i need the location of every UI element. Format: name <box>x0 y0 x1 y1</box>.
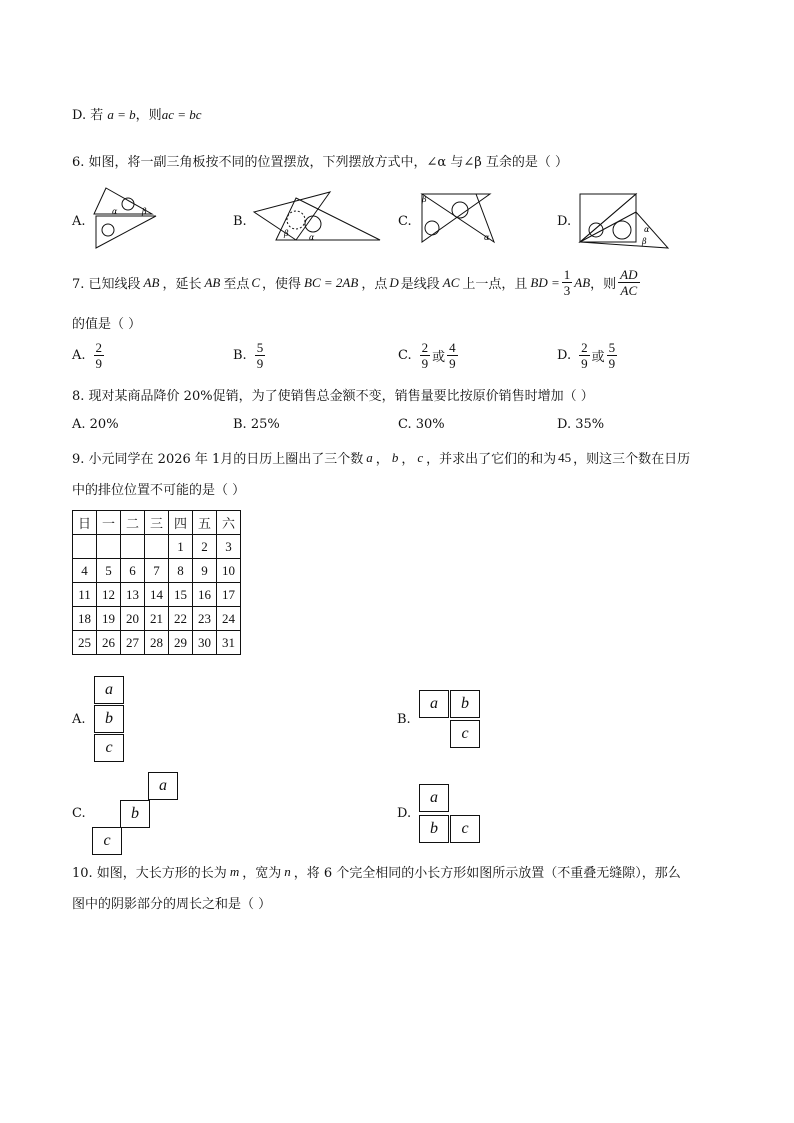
calendar-cell: 16 <box>193 583 217 607</box>
calendar-cell: 14 <box>145 583 169 607</box>
calendar-header-cell: 六 <box>217 511 241 535</box>
calendar-row <box>73 583 241 607</box>
calendar-cell: 29 <box>169 631 193 655</box>
q9-stem: 9. 小元同学在 2026 年 1月的日历上圈出了三个数 a ， b ， c ，并求出了它们的和为 45 ，则这三个数在日历 <box>72 449 691 467</box>
calendar-cell: 10 <box>217 559 241 583</box>
calendar-cell: 5 <box>97 559 121 583</box>
calendar-cell: 22 <box>169 607 193 631</box>
calendar-header-cell: 一 <box>97 511 121 535</box>
calendar-header-row <box>73 511 241 535</box>
calendar-cell: 21 <box>145 607 169 631</box>
q9-a-cell-a: a <box>94 676 124 704</box>
q6-c-alpha: α <box>484 233 490 242</box>
q9-b-cell-b: b <box>450 690 480 718</box>
q7-ad-over-ac: $\frac{AD}{AC}$ <box>620 267 638 298</box>
q7-option-c: C. $\frac{2}{9}$ 或 $\frac{4}{9}$ <box>398 340 456 371</box>
q9-option-a-label: A. <box>72 712 86 727</box>
q9-c-cell-c: c <box>92 827 122 855</box>
calendar-row <box>73 559 241 583</box>
q6-d-beta: β <box>642 237 647 246</box>
calendar-row <box>73 631 241 655</box>
q9-b-cell-c: c <box>450 720 480 748</box>
calendar-cell <box>73 535 97 559</box>
calendar-table <box>72 510 241 655</box>
calendar-cell: 23 <box>193 607 217 631</box>
q6-figure-a <box>90 186 170 252</box>
q8-option-b: B. 25% <box>233 417 280 432</box>
q6-b-alpha: α <box>309 233 315 242</box>
q7-one-third: $\frac{1}{3}$ <box>563 267 571 298</box>
q6-c-beta: β <box>422 195 427 204</box>
calendar-cell: 24 <box>217 607 241 631</box>
calendar-cell: 3 <box>217 535 241 559</box>
calendar-cell: 9 <box>193 559 217 583</box>
calendar-header-cell: 日 <box>73 511 97 535</box>
q6-figure-d <box>576 190 672 250</box>
q8-option-a: A. 20% <box>72 417 119 432</box>
calendar-cell: 25 <box>73 631 97 655</box>
q6-stem: 6. 如图，将一副三角板按不同的位置摆放，下列摆放方式中，∠α 与∠β 互余的是（ ） <box>72 155 569 170</box>
q6-option-d-label: D. <box>557 214 572 229</box>
calendar-cell: 11 <box>73 583 97 607</box>
calendar-cell: 19 <box>97 607 121 631</box>
calendar-cell: 30 <box>193 631 217 655</box>
q7-option-b: B. $\frac{5}{9}$ <box>233 340 264 371</box>
q10-stem: 10. 如图，大长方形的长为 m ，宽为 n ，将 6 个完全相同的小长方形如图所示放置（不重叠无缝隙），那么 <box>72 863 681 881</box>
q8-option-c: C. 30% <box>398 417 445 432</box>
calendar-cell: 31 <box>217 631 241 655</box>
q9-a-cell-b: b <box>94 705 124 733</box>
q7-stem: 7. 已知线段 AB ，延长 AB 至点 C ，使得 BC = 2AB ，点 D 是线段 AC 上一点，且 BD = $\frac{1}{3}$ AB ，则 $\frac{AD}{AC}$ <box>72 267 638 298</box>
q6-option-b-label: B. <box>233 214 247 229</box>
q8-option-d: D. 35% <box>557 417 605 432</box>
calendar-cell: 26 <box>97 631 121 655</box>
q5-option-d: D. 若 a = b，则ac = bc <box>72 107 202 123</box>
calendar-cell: 13 <box>121 583 145 607</box>
q9-stem-line2: 中的排位位置不可能的是（ ） <box>72 483 246 498</box>
calendar-header-cell: 二 <box>121 511 145 535</box>
q9-d-cell-a: a <box>419 784 449 812</box>
q9-c-cell-a: a <box>148 772 178 800</box>
calendar-cell: 17 <box>217 583 241 607</box>
calendar-cell: 28 <box>145 631 169 655</box>
calendar-cell: 4 <box>73 559 97 583</box>
calendar-header-cell: 五 <box>193 511 217 535</box>
calendar-cell: 7 <box>145 559 169 583</box>
q6-a-beta: β <box>142 207 147 216</box>
calendar-cell: 18 <box>73 607 97 631</box>
q6-b-beta: β <box>284 229 289 238</box>
calendar-cell <box>121 535 145 559</box>
calendar-row <box>73 535 241 559</box>
q8-stem: 8. 现对某商品降价 20%促销，为了使销售总金额不变，销售量要比按原价销售时增加（ ） <box>72 389 594 404</box>
calendar-cell: 12 <box>97 583 121 607</box>
calendar-cell: 8 <box>169 559 193 583</box>
q6-figure-b <box>252 190 382 246</box>
q6-a-alpha: α <box>112 207 118 216</box>
calendar-cell: 6 <box>121 559 145 583</box>
q9-d-cell-b: b <box>419 815 449 843</box>
calendar-cell <box>145 535 169 559</box>
q9-d-cell-c: c <box>450 815 480 843</box>
q9-option-d-label: D. <box>397 806 412 821</box>
q10-stem-line2: 图中的阴影部分的周长之和是（ ） <box>72 897 272 912</box>
q9-option-c-label: C. <box>72 806 86 821</box>
q9-a-cell-c: c <box>94 734 124 762</box>
q9-option-b-label: B. <box>397 712 411 727</box>
calendar-cell: 1 <box>169 535 193 559</box>
calendar-cell <box>97 535 121 559</box>
q6-option-a-label: A. <box>72 214 86 229</box>
calendar-row <box>73 607 241 631</box>
q9-c-cell-b: b <box>120 800 150 828</box>
calendar-cell: 15 <box>169 583 193 607</box>
q7-option-d: D. $\frac{2}{9}$ 或 $\frac{5}{9}$ <box>557 340 616 371</box>
q6-option-c-label: C. <box>398 214 412 229</box>
q9-b-cell-a: a <box>419 690 449 718</box>
q7-stem-line2: 的值是（ ） <box>72 317 142 332</box>
calendar-cell: 27 <box>121 631 145 655</box>
calendar-cell: 2 <box>193 535 217 559</box>
q7-option-a: A. $\frac{2}{9}$ <box>72 340 103 371</box>
calendar-header-cell: 三 <box>145 511 169 535</box>
calendar-cell: 20 <box>121 607 145 631</box>
q6-figure-c <box>416 190 496 246</box>
calendar-header-cell: 四 <box>169 511 193 535</box>
q6-d-alpha: α <box>644 225 650 234</box>
